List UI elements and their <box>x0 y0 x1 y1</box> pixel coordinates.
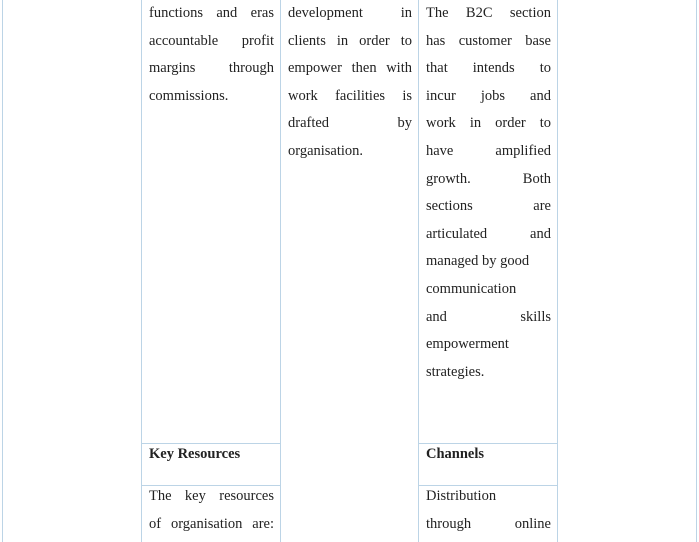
col1-line: accountable profit <box>149 32 274 49</box>
table-border-right <box>696 0 697 542</box>
col2-line: clients in order to <box>288 32 412 49</box>
col3-line: has customer base <box>426 32 551 49</box>
col2-line: work facilities is <box>288 87 412 104</box>
col3-line: managed by good <box>426 253 530 270</box>
table-border-col3-left <box>418 0 419 542</box>
table-border-col1-left <box>141 0 142 542</box>
table-border-col1-right <box>280 0 281 542</box>
key-resources-heading: Key Resources <box>149 446 241 462</box>
col2-line: development in <box>288 5 412 21</box>
col3-line: sections are <box>426 198 551 215</box>
col2-line: empower then with <box>288 60 412 77</box>
col3-line: incur jobs and <box>426 87 551 104</box>
channels-line: through online <box>426 515 551 532</box>
channels-line: Distribution <box>426 488 497 504</box>
col1-line: margins through <box>149 60 274 77</box>
col1-line: commissions. <box>149 87 229 104</box>
key-resources-paragraph <box>149 483 274 538</box>
col3-line: empowerment <box>426 336 509 353</box>
key-resources-line: of organisation are: <box>149 515 274 532</box>
col3-line: and skills <box>426 308 551 325</box>
col3-line: that intends to <box>426 60 551 77</box>
table-border-left <box>2 0 3 542</box>
col3-line: growth. Both <box>426 170 551 187</box>
col3-line: The B2C section <box>426 5 551 21</box>
col1-paragraph <box>149 0 274 110</box>
col3-line: communication <box>426 280 517 297</box>
col3-paragraph <box>426 0 551 386</box>
channels-heading: Channels <box>426 446 485 462</box>
channels-paragraph <box>426 483 551 538</box>
col2-line: drafted by <box>288 115 412 132</box>
col2-paragraph <box>288 0 412 166</box>
col3-line: have amplified <box>426 142 551 159</box>
col2-line: organisation. <box>288 142 364 159</box>
table-border-col3-right <box>557 0 558 542</box>
col3-line: strategies. <box>426 363 485 380</box>
col3-line: articulated and <box>426 225 551 242</box>
key-resources-line: The key resources <box>149 488 274 504</box>
col3-line: work in order to <box>426 115 551 132</box>
col1-line: functions and eras <box>149 5 274 21</box>
